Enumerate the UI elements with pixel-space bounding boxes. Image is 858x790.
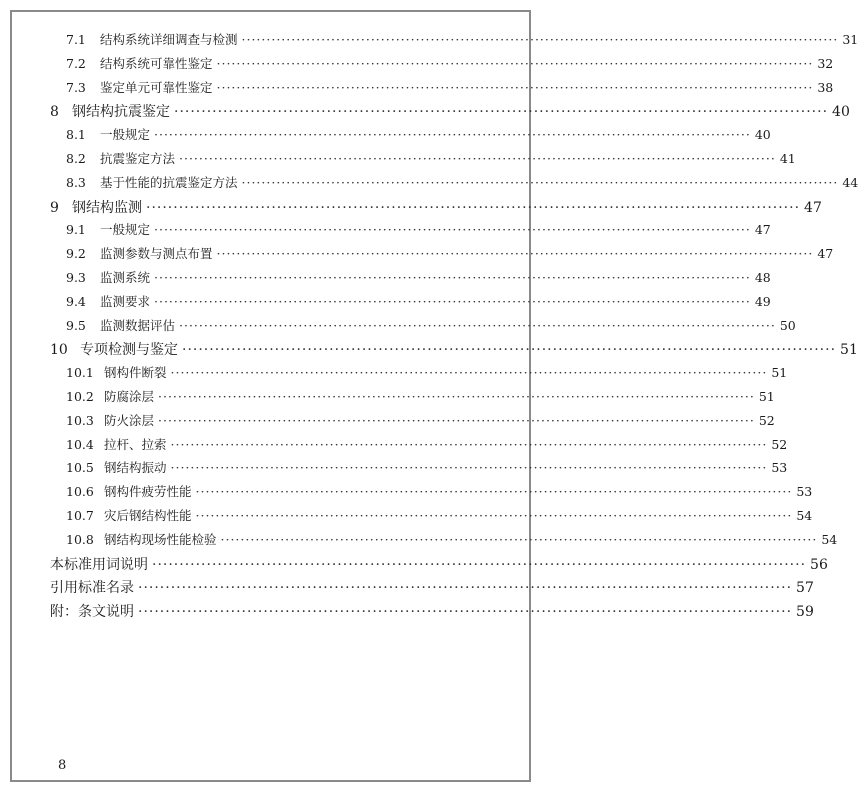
toc-entry-title: 钢结构监测 bbox=[72, 199, 142, 216]
toc-entry-title: 一般规定 bbox=[100, 222, 151, 238]
toc-entry-page: 49 bbox=[754, 293, 771, 309]
toc-dot-leader: ························································································································ bbox=[158, 412, 755, 428]
toc-entry-page: 38 bbox=[817, 79, 834, 95]
toc-entry-page: 51 bbox=[840, 342, 858, 359]
toc-dot-leader: ························································································································ bbox=[146, 199, 801, 216]
toc-entry-number: 8.1 bbox=[66, 127, 86, 143]
toc-dot-leader: ························································································································ bbox=[174, 104, 829, 121]
toc-entry bbox=[66, 435, 788, 453]
toc-entry-title: 钢结构抗震鉴定 bbox=[72, 104, 170, 121]
toc-entry-number: 10.8 bbox=[66, 531, 94, 547]
toc-entry-title: 监测系统 bbox=[100, 270, 151, 285]
toc-entry bbox=[66, 30, 858, 48]
toc-entry-page: 59 bbox=[796, 604, 814, 621]
toc-entry-title: 钢构件疲劳性能 bbox=[104, 484, 192, 500]
toc-entry-page: 47 bbox=[817, 246, 834, 262]
toc-entry-page: 40 bbox=[832, 104, 850, 121]
toc-entry-title: 专项检测与鉴定 bbox=[80, 342, 178, 359]
toc-entry-title: 防腐涂层 bbox=[104, 389, 155, 404]
toc-entry-title: 抗震鉴定方法 bbox=[100, 151, 176, 166]
toc-entry-page: 47 bbox=[754, 222, 771, 238]
toc-entry bbox=[66, 220, 771, 238]
toc-entry-title: 钢结构振动 bbox=[104, 460, 167, 476]
toc-entry-title: 拉杆、拉索 bbox=[104, 436, 167, 452]
toc-entry-page: 31 bbox=[842, 32, 858, 47]
toc-entry bbox=[50, 577, 814, 597]
toc-entry-title: 灾后钢结构性能 bbox=[104, 508, 192, 523]
toc-dot-leader: ························································································································ bbox=[220, 531, 818, 547]
toc-dot-leader: ························································································································ bbox=[170, 365, 768, 381]
toc-entry-page: 51 bbox=[758, 389, 775, 404]
toc-entry bbox=[66, 173, 858, 191]
toc-entry bbox=[66, 54, 834, 72]
toc-entry-title: 基于性能的抗震鉴定方法 bbox=[100, 174, 238, 190]
toc-entry bbox=[66, 387, 775, 405]
toc-entry-number: 7.3 bbox=[66, 79, 86, 95]
toc-dot-leader: ························································································································ bbox=[154, 222, 751, 238]
toc-entry-number: 8.3 bbox=[66, 174, 86, 190]
toc-entry-number: 9 bbox=[50, 199, 59, 216]
toc-entry-number: 10.6 bbox=[66, 484, 94, 500]
toc-entry bbox=[66, 482, 813, 500]
toc-entry-number: 7.1 bbox=[66, 32, 86, 47]
page-number: 8 bbox=[58, 758, 67, 773]
toc-entry-number: 9.5 bbox=[66, 317, 86, 333]
toc-entry-title: 鉴定单元可靠性鉴定 bbox=[100, 79, 213, 95]
toc-dot-leader: ························································································································ bbox=[154, 127, 751, 143]
toc-entry bbox=[50, 554, 828, 574]
toc-entry bbox=[66, 458, 788, 476]
toc-dot-leader: ························································································································ bbox=[216, 55, 814, 71]
toc-entry-page: 51 bbox=[771, 365, 788, 381]
toc-dot-leader: ························································································································ bbox=[195, 508, 793, 523]
toc-entry-number: 9.4 bbox=[66, 293, 86, 309]
page-frame bbox=[10, 10, 858, 782]
toc-entry-number: 9.1 bbox=[66, 222, 86, 238]
toc-entry-number: 10.3 bbox=[66, 412, 94, 428]
toc-dot-leader: ························································································································ bbox=[154, 270, 751, 285]
toc-entry-number: 10.4 bbox=[66, 436, 94, 452]
toc-entry bbox=[66, 244, 834, 262]
toc-entry-title: 本标准用词说明 bbox=[50, 556, 148, 573]
toc-dot-leader: ························································································································ bbox=[170, 436, 768, 452]
toc-entry-page: 56 bbox=[810, 556, 828, 573]
toc-entry-number: 10.1 bbox=[66, 365, 94, 381]
toc-entry-number: 9.2 bbox=[66, 246, 86, 262]
toc-dot-leader: ························································································································ bbox=[138, 580, 793, 597]
toc-entry-page: 50 bbox=[779, 317, 796, 333]
toc-entry bbox=[66, 149, 796, 167]
toc-entry-title: 结构系统可靠性鉴定 bbox=[100, 55, 213, 71]
toc-entry-page: 48 bbox=[754, 270, 771, 285]
toc-entry-page: 41 bbox=[779, 151, 796, 166]
toc-entry bbox=[66, 530, 838, 548]
toc-entry bbox=[50, 601, 814, 621]
toc-entry-title: 钢结构现场性能检验 bbox=[104, 531, 217, 547]
toc-dot-leader: ························································································································ bbox=[138, 604, 793, 621]
toc-entry bbox=[66, 506, 813, 524]
toc-entry-title: 一般规定 bbox=[100, 127, 151, 143]
toc-entry-number: 10.2 bbox=[66, 389, 94, 404]
toc-entry-title: 监测数据评估 bbox=[100, 317, 176, 333]
table-of-contents bbox=[12, 12, 858, 780]
toc-entry bbox=[66, 125, 771, 143]
toc-dot-leader: ························································································································ bbox=[182, 342, 837, 359]
toc-dot-leader: ························································································································ bbox=[179, 317, 776, 333]
toc-entry bbox=[66, 268, 771, 286]
toc-entry bbox=[66, 78, 834, 96]
toc-entry bbox=[50, 197, 822, 217]
toc-entry bbox=[66, 411, 775, 429]
toc-dot-leader: ························································································································ bbox=[179, 151, 776, 166]
toc-entry bbox=[50, 339, 858, 359]
toc-entry bbox=[50, 101, 850, 121]
toc-dot-leader: ························································································································ bbox=[216, 246, 814, 262]
toc-entry-number: 10.7 bbox=[66, 508, 94, 523]
toc-dot-leader: ························································································································ bbox=[170, 460, 768, 476]
toc-entry-page: 44 bbox=[842, 174, 858, 190]
toc-entry-title: 附：条文说明 bbox=[50, 604, 134, 621]
toc-entry-page: 47 bbox=[804, 199, 822, 216]
toc-entry bbox=[66, 292, 771, 310]
toc-dot-leader: ························································································································ bbox=[154, 293, 751, 309]
toc-entry-title: 防火涂层 bbox=[104, 412, 155, 428]
toc-dot-leader: ························································································································ bbox=[195, 484, 793, 500]
toc-entry-page: 54 bbox=[821, 531, 838, 547]
toc-entry bbox=[66, 363, 788, 381]
toc-entry-title: 监测参数与测点布置 bbox=[100, 246, 213, 262]
toc-entry-page: 32 bbox=[817, 55, 834, 71]
toc-entry-number: 8 bbox=[50, 104, 59, 121]
toc-entry-page: 54 bbox=[796, 508, 813, 523]
toc-dot-leader: ························································································································ bbox=[241, 174, 839, 190]
toc-entry-title: 引用标准名录 bbox=[50, 580, 134, 597]
toc-entry-page: 53 bbox=[796, 484, 813, 500]
toc-dot-leader: ························································································································ bbox=[158, 389, 755, 404]
toc-entry-page: 52 bbox=[758, 412, 775, 428]
toc-dot-leader: ························································································································ bbox=[152, 556, 807, 573]
toc-entry-number: 8.2 bbox=[66, 151, 86, 166]
toc-entry-title: 钢构件断裂 bbox=[104, 365, 167, 381]
toc-entry-title: 监测要求 bbox=[100, 293, 151, 309]
toc-dot-leader: ························································································································ bbox=[216, 79, 814, 95]
toc-entry-number: 10.5 bbox=[66, 460, 94, 476]
toc-entry-page: 57 bbox=[796, 580, 814, 597]
toc-entry-number: 10 bbox=[50, 342, 68, 359]
toc-entry-page: 52 bbox=[771, 436, 788, 452]
toc-entry-number: 7.2 bbox=[66, 55, 86, 71]
toc-entry-page: 53 bbox=[771, 460, 788, 476]
toc-entry-number: 9.3 bbox=[66, 270, 86, 285]
toc-entry-title: 结构系统详细调查与检测 bbox=[100, 32, 238, 47]
toc-entry bbox=[66, 316, 796, 334]
toc-entry-page: 40 bbox=[754, 127, 771, 143]
toc-dot-leader: ························································································································ bbox=[241, 32, 839, 47]
